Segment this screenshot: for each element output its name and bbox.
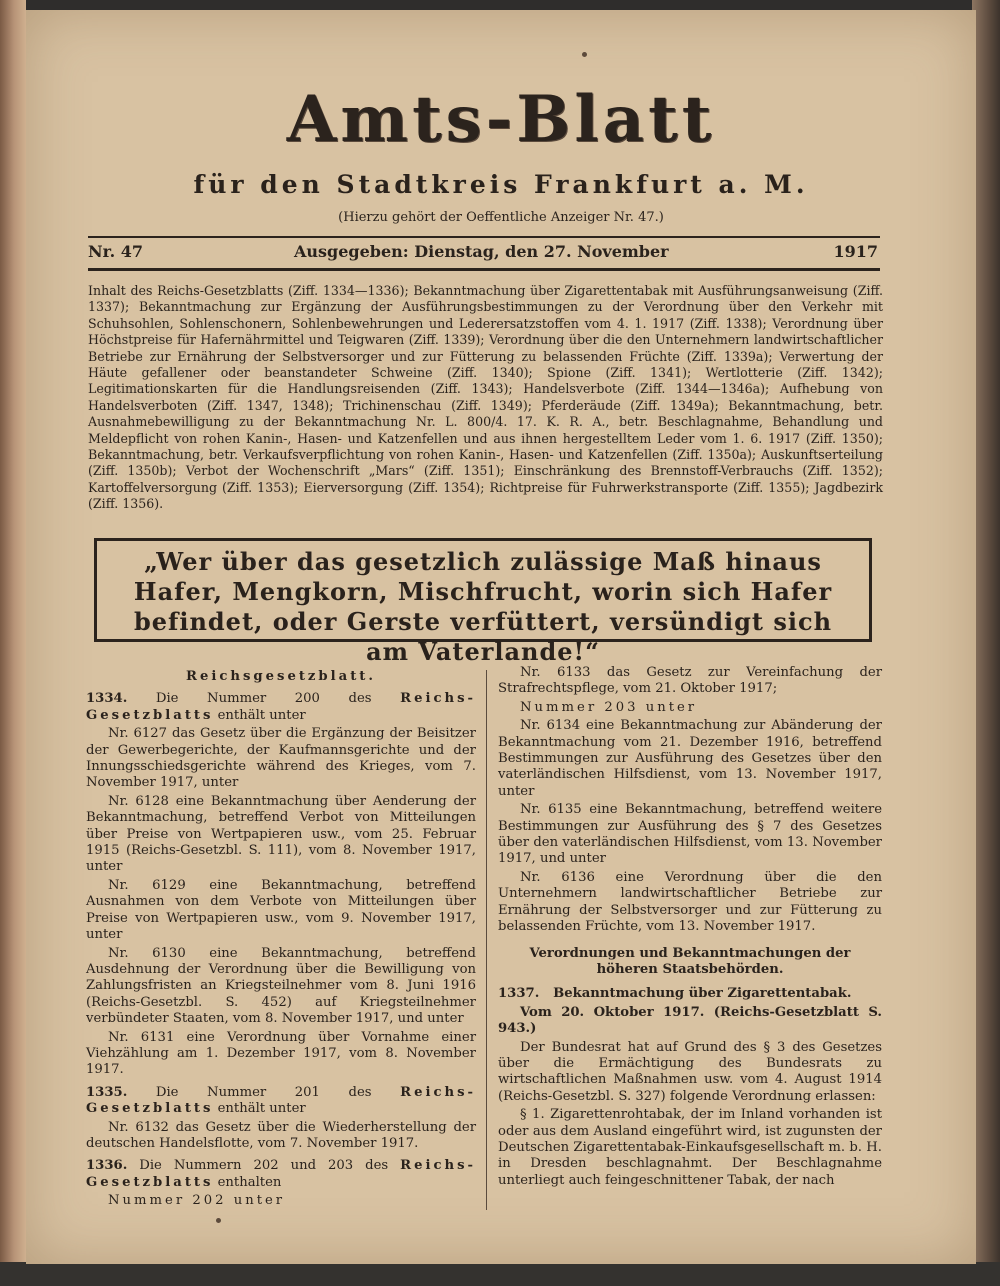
text-run: Reichs-Gesetzblatts xyxy=(86,1158,476,1190)
section-number: 1334. xyxy=(86,691,128,707)
paper-speck xyxy=(216,1218,221,1223)
text-run: enthält unter xyxy=(213,1101,306,1117)
text-run: Die Nummer 201 des xyxy=(127,1084,401,1100)
book-spine-edge xyxy=(972,0,1000,1286)
masthead-title: Amts-Blatt xyxy=(286,82,716,157)
document-page xyxy=(26,10,976,1264)
paragraph: Vom 20. Oktober 1917. (Reichs-Gesetzblatt S. 943.) xyxy=(498,1004,882,1037)
issue-line xyxy=(88,242,878,266)
paragraph: Nr. 6135 eine Bekanntmachung, betreffend weitere Bestimmungen zur Ausführung des § 7 des Gesetzes über den vaterländischen Hilfsdienst, vom 13. November 1917, und unter xyxy=(498,802,882,867)
table-of-contents: Inhalt des Reichs-Gesetzblatts (Ziff. 1334—1336); Bekanntmachung über Zigarettentabak mit Ausführungsanweisung (Ziff. 1337); Bekanntmachung zur Ergänzung der Ausführungsbestimmungen zu der Verordnung über den Verkehr mit Schuhsohlen, Sohlenschonern, Sohlenbewehrungen und Lederersatzstoffen vom 4. 1. 1917 (Ziff. 1338); Verordnung über Höchstpreise für Hafernährmittel und Teigwaren (Ziff. 1339); Verordnung über die den Unternehmern landwirtschaftlicher Betriebe zur Ernährung der Selbstversorger und zur Fütterung zu belassenden Früchte (Ziff. 1339a); Verwertung der Häute gefallener oder beanstandeter Schweine (Ziff. 1340); Spione (Ziff. 1341); Wertlotterie (Ziff. 1342); Legitimationskarten für die Handlungsreisenden (Ziff. 1343); Handelsverbote (Ziff. 1344—1346a); Aufhebung von Handelsverboten (Ziff. 1347, 1348); Trichinenschau (Ziff. 1349); Pferderäude (Ziff. 1349a); Bekanntmachung, betr. Ausnahmebewilligung zu der Bekanntmachung Nr. L. 800/4. 17. K. R. A., betr. Beschlagnahme, Behandlung und Meldepflicht von rohen Kanin-, Hasen- und Katzenfellen und aus ihnen hergestelltem Leder vom 1. 6. 1917 (Ziff. 1350); Bekanntmachung, betr. Verkaufsverpflichtung von rohen Kanin-, Hasen- und Katzenfellen (Ziff. 1350a); Auskunftserteilung (Ziff. 1350b); Verbot der Wochenschrift „Mars“ (Ziff. 1351); Einschränkung des Brennstoff-Verbrauchs (Ziff. 1352); Kartoffelversorgung (Ziff. 1353); Eierversorgung (Ziff. 1354); Richtpreise für Fuhrwerkstransporte (Ziff. 1355); Jagdbezirk (Ziff. 1356). xyxy=(88,283,883,512)
text-run: enthalten xyxy=(213,1174,282,1190)
text-run: Die Nummer 200 des xyxy=(127,691,401,707)
paper-speck xyxy=(582,52,587,57)
section-number: 1335. xyxy=(86,1084,128,1100)
paragraph: Nr. 6129 eine Bekanntmachung, betreffend Ausnahmen von dem Verbote von Mitteilungen über Preise von Wertpapieren usw., vom 9. November 1917, unter xyxy=(86,877,476,943)
section-number: 1337. xyxy=(498,986,540,1002)
issue-date: Ausgegeben: Dienstag, den 27. November xyxy=(294,242,669,261)
paragraph: § 1. Zigarettenrohtabak, der im Inland vorhanden ist oder aus dem Ausland eingeführt wird, ist zugunsten der Deutschen Zigarettentabak-Einkaufsgesellschaft m. b. H. in Dresden beschlagnahmt. Der Beschlagnahme unterliegt auch feingeschnittener Tabak, der nach xyxy=(498,1107,882,1188)
paragraph: Der Bundesrat hat auf Grund des § 3 des Gesetzes über die Ermächtigung des Bundesrats zu wirtschaftlichen Maßnahmen usw. vom 4. August 1914 (Reichs-Gesetzbl. S. 327) folgende Verordnung erlassen: xyxy=(498,1039,882,1104)
scan-bottom-edge xyxy=(0,1262,1000,1286)
text-run: Reichs-Gesetzblatts xyxy=(86,691,476,723)
paragraph: Nr. 6131 eine Verordnung über Vornahme einer Viehzählung am 1. Dezember 1917, vom 8. November 1917. xyxy=(86,1029,476,1078)
header-rule-top xyxy=(88,236,880,238)
paragraph: Nr. 6133 das Gesetz zur Vereinfachung der Strafrechtspflege, vom 21. Oktober 1917; xyxy=(498,665,882,697)
left-page-edge xyxy=(0,0,26,1286)
paragraph: Nr. 6127 das Gesetz über die Ergänzung der Beisitzer der Gewerbegerichte, der Kaufmannsgerichte und der Innungsschiedsgerichte während des Krieges, vom 7. November 1917, unter xyxy=(86,726,476,791)
paragraph: Nr. 6132 das Gesetz über die Wiederherstellung der deutschen Handelsflotte, vom 7. November 1917. xyxy=(86,1119,476,1151)
section-heading: Reichsgesetzblatt. xyxy=(186,669,376,684)
paragraph: Nr. 6130 eine Bekanntmachung, betreffend Ausdehnung der Verordnung über die Bewilligung von Zahlungsfristen an Kriegsteilnehmer vom 8. Juni 1916 (Reichs-Gesetzbl. S. 452) auf Kriegsteilnehmer verbündeter Staaten, vom 8. November 1917, und unter xyxy=(86,945,476,1027)
section-heading: Verordnungen und Bekanntmachungen der höheren Staatsbehörden. xyxy=(529,945,851,977)
paragraph xyxy=(86,1158,476,1191)
left-column xyxy=(86,665,476,1212)
paragraph xyxy=(86,691,476,724)
paragraph xyxy=(86,1085,476,1118)
paragraph: Nr. 6128 eine Bekanntmachung über Aenderung der Bekanntmachung, betreffend Verbot von Mitteilungen über Preise von Wertpapieren usw., vom 25. Februar 1915 (Reichs-Gesetzbl. S. 111), vom 8. November 1917, unter xyxy=(86,793,476,875)
right-column xyxy=(498,665,882,1191)
text-run: Reichs-Gesetzblatts xyxy=(86,1084,476,1117)
paragraph: Nr. 6136 eine Verordnung über die den Unternehmern landwirtschaftlicher Betriebe zur Ernährung der Selbstversorger und zur Fütterung zu belassenden Früchte, vom 13. November 1917. xyxy=(498,869,882,935)
paragraph xyxy=(498,986,882,1002)
paragraph: Nr. 6134 eine Bekanntmachung zur Abänderung der Bekanntmachung vom 21. Dezember 1916, betreffend Bestimmungen zur Ausführung des Gesetzes über den vaterländischen Hilfsdienst, vom 13. November 1917, unter xyxy=(498,718,882,799)
masthead-subtitle: für den Stadtkreis Frankfurt a. M. xyxy=(193,170,809,199)
masthead-note: (Hierzu gehört der Oeffentliche Anzeiger Nr. 47.) xyxy=(338,210,664,225)
column-divider xyxy=(486,670,487,1210)
text-run: Bekanntmachung über Zigarettentabak. xyxy=(553,986,852,1002)
issue-year: 1917 xyxy=(833,242,878,261)
text-run: enthält unter xyxy=(213,707,306,723)
section-number: 1336. xyxy=(86,1158,128,1174)
issue-number: Nr. 47 xyxy=(88,242,143,261)
paragraph: Nummer 202 unter xyxy=(108,1193,286,1209)
paragraph: Nummer 203 unter xyxy=(520,699,698,715)
text-run: Die Nummern 202 und 203 des xyxy=(127,1158,401,1174)
callout-box: „Wer über das gesetzlich zulässige Maß hinaus Hafer, Mengkorn, Mischfrucht, worin sich Hafer befindet, oder Gerste verfüttert, versündigt sich am Vaterlande!“ xyxy=(94,538,872,642)
header-rule-bottom xyxy=(88,268,880,271)
